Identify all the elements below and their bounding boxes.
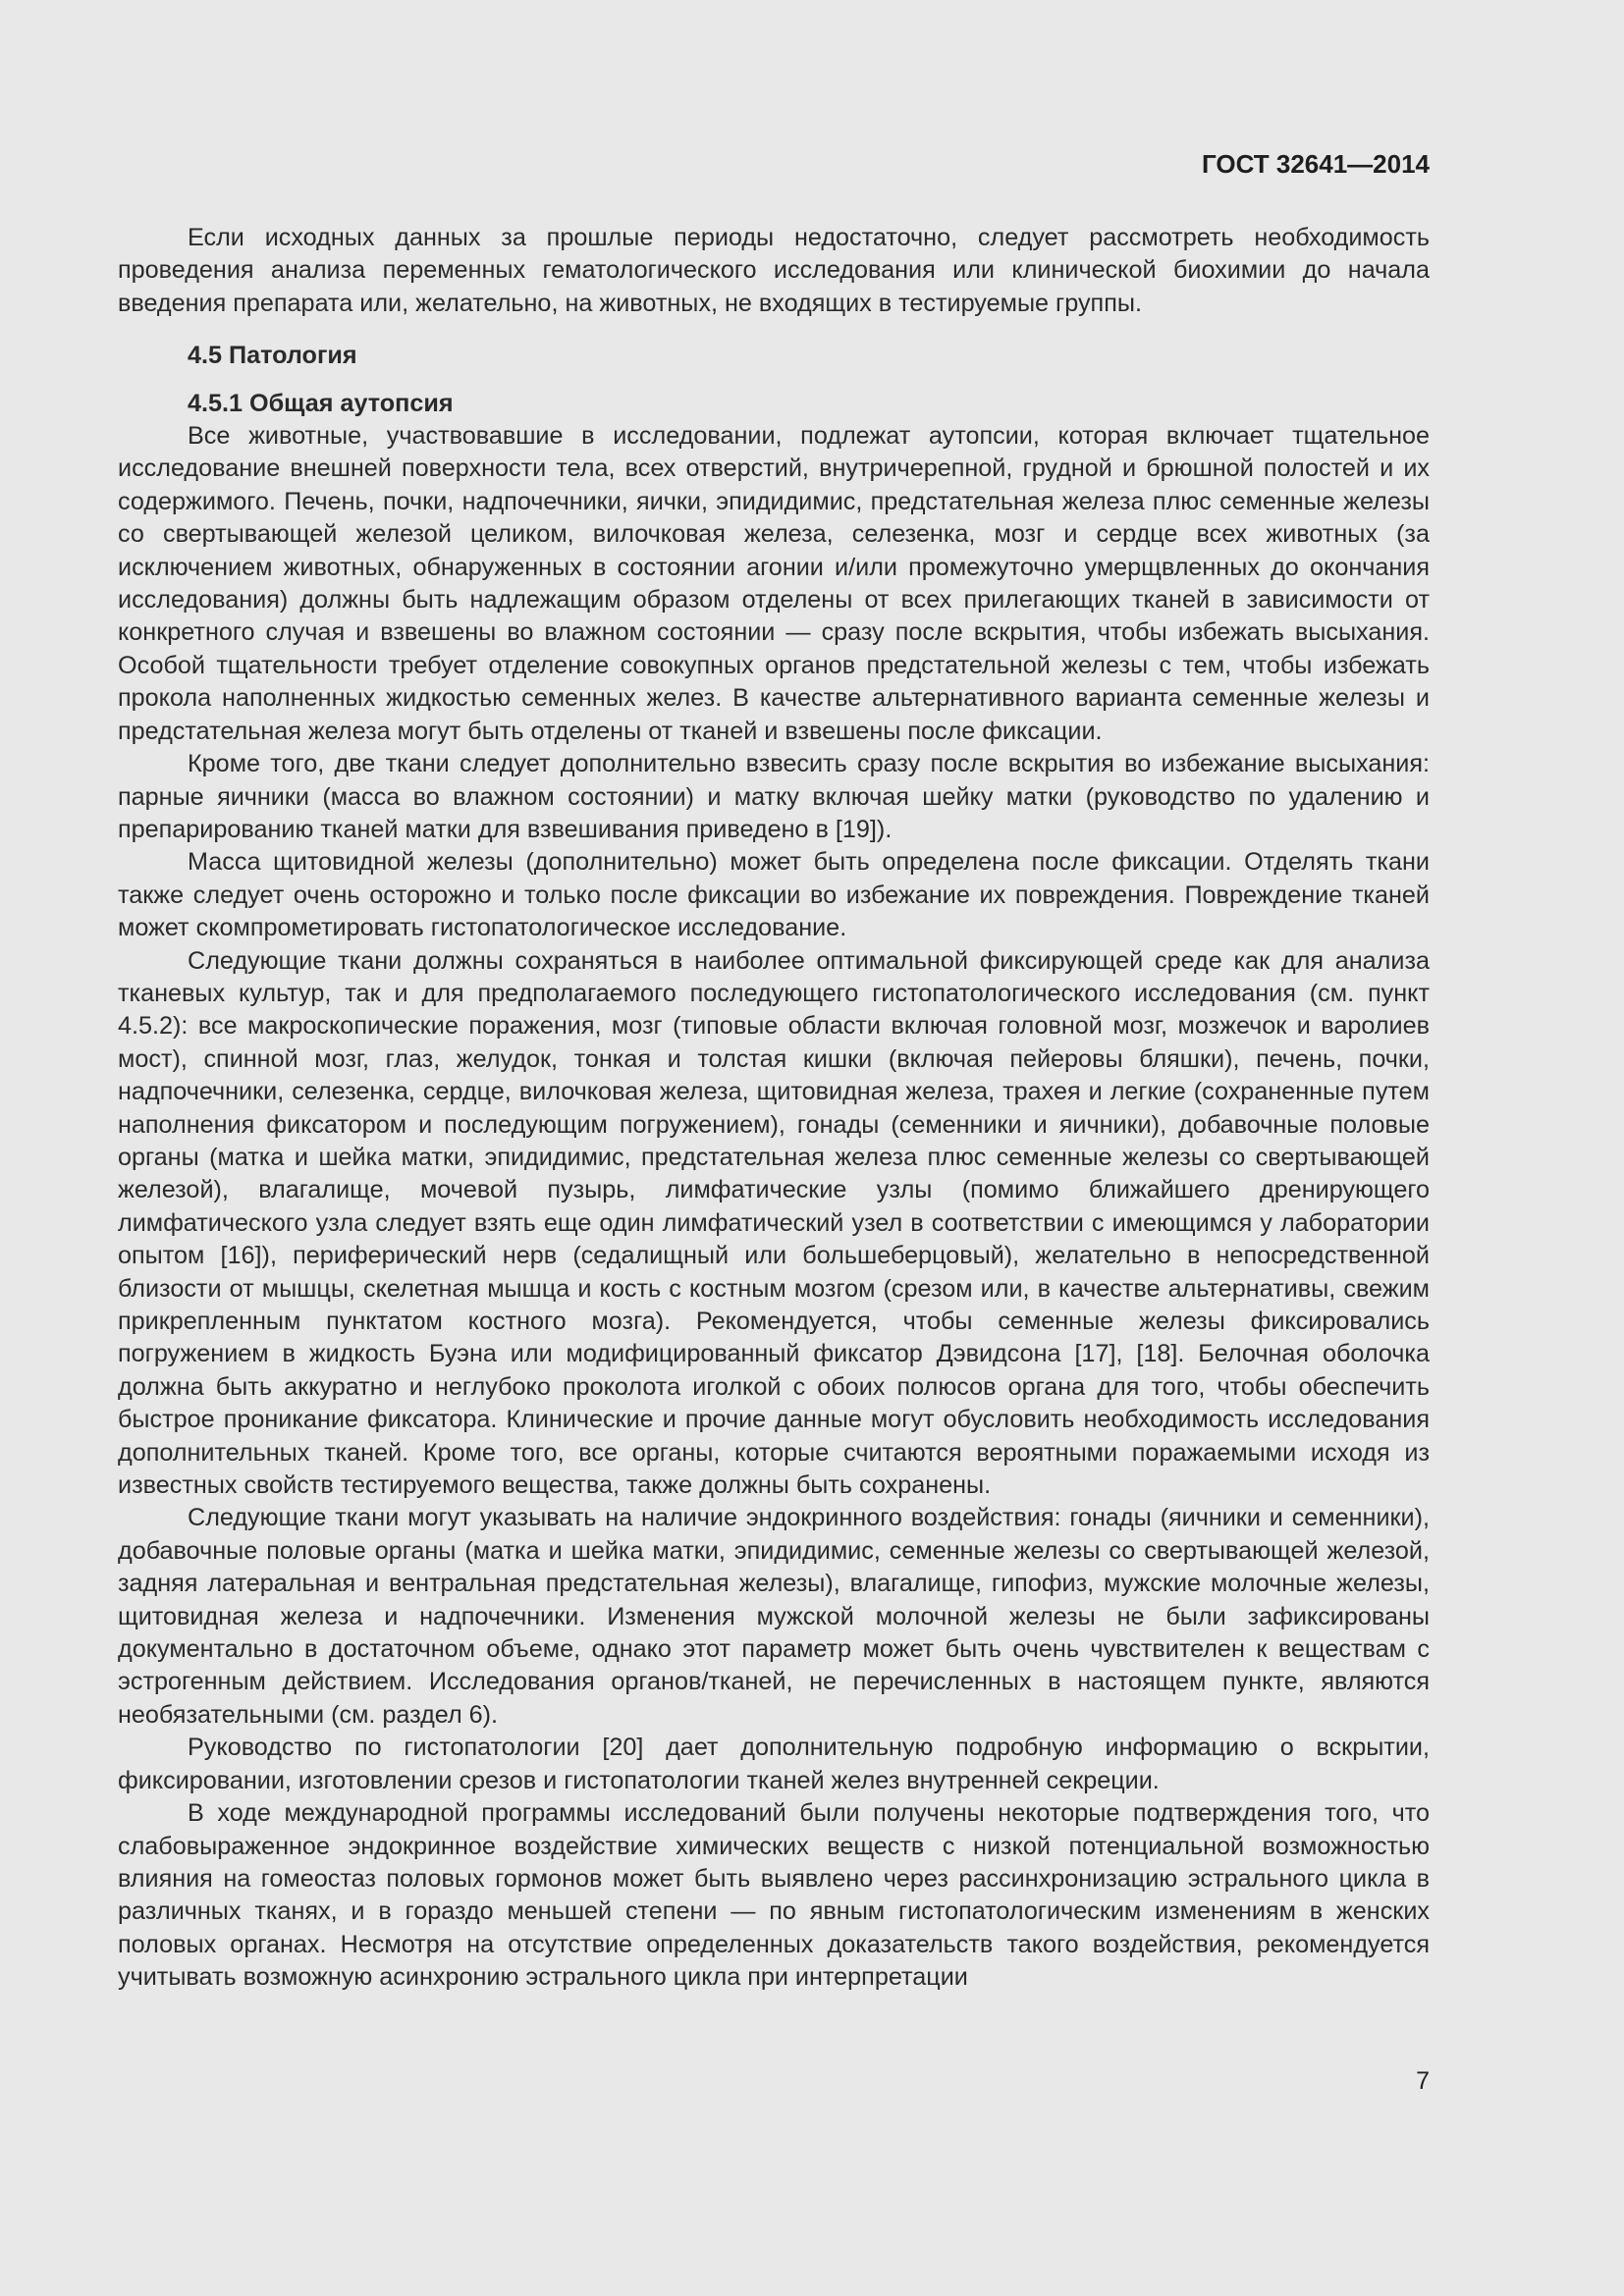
document-code-header: ГОСТ 32641—2014 — [1202, 149, 1430, 179]
paragraph-estrous-cycle: В ходе международной программы исследований были получены некоторые подтверждения того, что слабовыраженное эндокринное воздействие химических веществ с низкой потенциальной возможностью влияния на гомеостаз половых гормонов может быть выявлено через рассинхронизацию эстрального цикла в различных тканях, и в гораздо меньшей степени — по явным гистопатологическим изменениям в женских половых органах. Несмотря на отсутствие определенных доказательств такого воздействия, рекомендуется учитывать возможную асинхронию эстрального цикла при интерпретации — [118, 1799, 1430, 1992]
page-number: 7 — [1416, 2067, 1430, 2095]
paragraph-ovaries-uterus: Кроме того, две ткани следует дополнительно взвесить сразу после вскрытия во избежание высыхания: парные яичники (масса во влажном состоянии) и матку включая шейку матки (руководство по удалению и препарированию тканей матки для взвешивания приведено в [19]). — [118, 750, 1430, 843]
paragraph-thyroid: Масса щитовидной железы (дополнительно) может быть определена после фиксации. Отделять ткани также следует очень осторожно и только после фиксации во избежание их повреждения. Повреждение тканей может скомпрометировать гистопатологическое исследование. — [118, 848, 1430, 942]
intro-paragraph: Если исходных данных за прошлые периоды недостаточно, следует рассмотреть необходимость проведения анализа переменных гематологического исследования или клинической биохимии до начала введения препарата или, желательно, на животных, не входящих в тестируемые группы. — [118, 224, 1430, 317]
paragraph-histopathology-guide: Руководство по гистопатологии [20] дает дополнительную подробную информацию о вскрытии, фиксировании, изготовлении срезов и гистопатологии тканей желез внутренней секреции. — [118, 1734, 1430, 1794]
paragraph-tissues-preserved: Следующие ткани должны сохраняться в наиболее оптимальной фиксирующей среде как для анализа тканевых культур, так и для предполагаемого последующего гистопатологического исследования (см. пункт 4.5.2): все макроскопические поражения, мозг (типовые области включая головной мозг, мозжечок и варолиев мост), спинной мозг, глаз, желудок, тонкая и толстая кишки (включая пейеровы бляшки), печень, почки, надпочечники, селезенка, сердце, вилочковая железа, щитовидная железа, трахея и легкие (сохраненные путем наполнения фиксатором и последующим погружением), гонады (семенники и яичники), добавочные половые органы (матка и шейка матки, эпидидимис, предстательная железа плюс семенные железы со свертывающей железой), влагалище, мочевой пузырь, лимфатические узлы (помимо ближайшего дренирующего лимфатического узла следует взять еще один лимфатический узел в соответствии с имеющимся у лаборатории опытом [16]), периферический нерв (седалищный или большеберцовый), желательно в непосредственной близости от мышцы, скелетная мышца и кость с костным мозгом (срезом или, в качестве альтернативы, свежим прикрепленным пунктатом костного мозга). Рекомендуется, чтобы семенные железы фиксировались погружением в жидкость Буэна или модифицированный фиксатор Дэвидсона [17], [18]. Белочная оболочка должна быть аккуратно и неглубоко проколота иголкой с обоих полюсов органа для того, чтобы обеспечить быстрое проникание фиксатора. Клинические и прочие данные могут обусловить необходимость исследования дополнительных тканей. Кроме того, все органы, которые считаются вероятными поражаемыми исходя из известных свойств тестируемого вещества, также должны быть сохранены. — [118, 946, 1430, 1500]
paragraph-autopsy: Все животные, участвовавшие в исследовании, подлежат аутопсии, которая включает тщательное исследование внешней поверхности тела, всех отверстий, внутричерепной, грудной и брюшной полостей и их содержимого. Печень, почки, надпочечники, яички, эпидидимис, предстательная железа плюс семенные железы со свертывающей железой целиком, вилочковая железа, селезенка, мозг и сердце всех животных (за исключением животных, обнаруженных в состоянии агонии и/или промежуточно умерщвленных до окончания исследования) должны быть надлежащим образом отделены от всех прилегающих тканей в зависимости от конкретного случая и взвешены во влажном состоянии — сразу после вскрытия, чтобы избежать высыхания. Особой тщательности требует отделение совокупных органов предстательной железы с тем, чтобы избежать прокола наполненных жидкостью семенных желез. В качестве альтернативного варианта семенные железы и предстательная железа могут быть отделены от тканей и взвешены после фиксации. — [118, 422, 1430, 745]
document-body — [118, 222, 1430, 1995]
section-heading: 4.5 Патология — [188, 342, 357, 370]
subsection-heading: 4.5.1 Общая аутопсия — [188, 389, 454, 417]
paragraph-endocrine-tissues: Следующие ткани могут указывать на наличие эндокринного воздействия: гонады (яичники и семенники), добавочные половые органы (матка и шейка матки, эпидидимис, семенные железы со свертывающей железой, задняя латеральная и вентральная предстательная железы), влагалище, гипофиз, мужские молочные железы, щитовидная железа и надпочечники. Изменения мужской молочной железы не были зафиксированы документально в достаточном объеме, однако этот параметр может быть очень чувствителен к веществам с эстрогенным действием. Исследования органов/тканей, не перечисленных в настоящем пункте, являются необязательными (см. раздел 6). — [118, 1504, 1430, 1729]
